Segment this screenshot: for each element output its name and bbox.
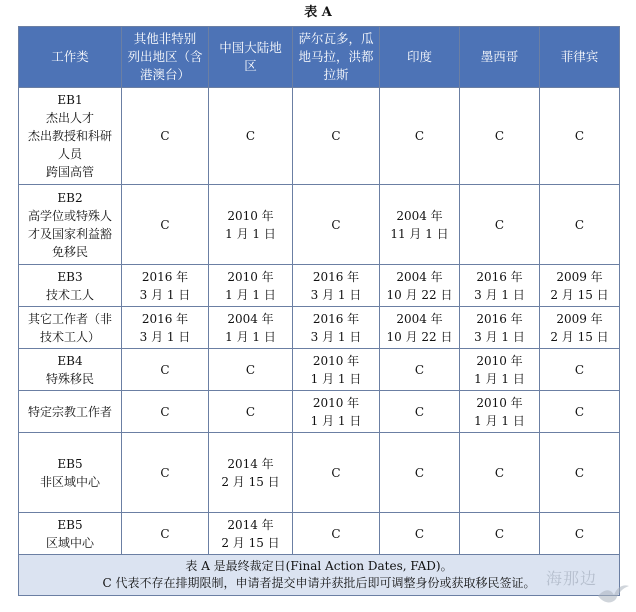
date-cell [122,433,209,513]
date-cell-line: 2016 年 [476,311,523,326]
category-line: 其它工作者（非 [27,311,112,326]
column-header-category [19,27,122,88]
date-cell [540,349,620,391]
table-row [19,185,620,265]
date-cell-line: 2009 年 [556,269,603,284]
column-header-line: 区 [244,58,257,73]
date-cell [460,185,540,265]
date-cell [460,307,540,349]
date-cell [293,185,380,265]
date-cell [540,513,620,555]
category-cell [19,349,122,391]
category-line: 跨国高管 [45,165,94,179]
date-cell-line: 1 月 1 日 [474,413,525,428]
date-cell-line: 1 月 1 日 [225,287,276,302]
date-cell-line: C [245,362,256,377]
date-cell-line: 2 月 15 日 [550,287,609,302]
category-line: 人员 [57,147,82,161]
date-cell-line: 3 月 1 日 [310,329,362,344]
category-line: 技术工人） [39,329,100,344]
category-line: EB4 [57,353,83,368]
column-header-line: 中国大陆地 [219,40,282,55]
category-line: 非区域中心 [39,474,100,489]
date-cell-line: C [331,217,341,232]
watermark-text: 海那边 [545,569,597,588]
date-cell-line: C [414,404,425,419]
column-header-line: 地马拉，洪都 [298,49,374,64]
category-line: 特定宗教工作者 [27,404,112,419]
date-cell-line: C [414,465,425,480]
date-cell [209,349,293,391]
date-cell-line: 2010 年 [312,353,360,368]
date-cell [122,391,209,433]
date-cell-line: C [414,362,425,377]
date-cell [380,265,460,307]
date-cell-line: C [160,404,170,419]
date-cell [209,185,293,265]
column-header-line: 墨西哥 [480,49,519,64]
category-line: 杰出人才 [45,111,94,125]
date-cell-line: C [574,404,585,419]
category-line: EB1 [57,93,83,107]
date-cell [209,88,293,185]
table-row [19,391,620,433]
category-cell [19,433,122,513]
table-row [19,349,620,391]
date-cell [380,349,460,391]
date-cell [209,265,293,307]
date-cell [209,513,293,555]
category-line: 技术工人 [45,287,94,302]
category-line: EB3 [57,269,83,284]
date-cell-line: 3 月 1 日 [310,287,362,302]
table-caption: 表 A [304,5,332,20]
date-cell-line: 3 月 1 日 [474,329,525,344]
date-cell-line: C [245,129,256,143]
date-cell-line: 2016 年 [141,311,189,326]
date-cell-line: 2 月 15 日 [221,474,280,489]
date-cell [460,433,540,513]
visa-bulletin-table [18,26,620,596]
date-cell-line: 2009 年 [556,311,603,326]
column-header-country [380,27,460,88]
column-header-country [122,27,209,88]
category-cell [19,185,122,265]
date-cell-line: 3 月 1 日 [139,287,191,302]
date-cell-line: 1 月 1 日 [310,371,362,386]
date-cell-line: 2004 年 [396,311,443,326]
date-cell [209,433,293,513]
date-cell [122,307,209,349]
column-header-line: 菲律宾 [560,49,599,64]
date-cell [122,513,209,555]
category-cell [19,88,122,185]
date-cell-line: 2016 年 [312,269,360,284]
date-cell-line: 2010 年 [227,208,274,223]
table-row [19,307,620,349]
table-row [19,433,620,513]
date-cell-line: 2 月 15 日 [550,329,609,344]
date-cell [293,513,380,555]
date-cell-line: C [160,217,170,232]
category-cell [19,265,122,307]
column-header-line: 其他非特别 [133,31,197,46]
date-cell [460,265,540,307]
date-cell-line: 1 月 1 日 [225,329,276,344]
seagull-logo-icon [596,578,630,608]
date-cell-line: 2004 年 [396,208,443,223]
date-cell-line: C [494,129,505,143]
date-cell [460,391,540,433]
table-row [19,265,620,307]
date-cell-line: C [331,129,341,143]
date-cell-line: 1 月 1 日 [310,413,362,428]
column-header-line: 列出地区（含 [127,49,203,64]
date-cell [122,185,209,265]
date-cell-line: C [494,217,505,232]
date-cell [540,185,620,265]
date-cell [460,513,540,555]
date-cell [293,88,380,185]
column-header-line: 印度 [406,49,432,64]
table-row [19,513,620,555]
category-line: 特殊移民 [45,371,94,386]
date-cell [122,265,209,307]
date-cell [122,349,209,391]
table-row [19,88,620,185]
date-cell [293,307,380,349]
category-line: 区域中心 [45,535,94,550]
notes-row [19,555,620,596]
date-cell-line: C [331,465,341,480]
note-line-current: C 代表不存在排期限制，申请者提交申请并获批后即可调整身份或获取移民签证。 [102,576,536,590]
date-cell [380,433,460,513]
date-cell-line: 2004 年 [227,311,274,326]
date-cell-line: 2014 年 [227,517,274,532]
date-cell-line: 3 月 1 日 [139,329,191,344]
date-cell-line: C [494,465,505,480]
date-cell-line: C [414,526,425,541]
column-header-line: 拉斯 [323,67,349,82]
category-cell [19,307,122,349]
table-body [19,88,620,555]
date-cell [293,433,380,513]
date-cell [380,513,460,555]
category-cell [19,513,122,555]
date-cell [293,265,380,307]
date-cell-line: 2004 年 [396,269,443,284]
date-cell-line: C [574,465,585,480]
date-cell [540,391,620,433]
date-cell-line: C [160,362,170,377]
date-cell-line: 10 月 22 日 [386,287,453,302]
table-header-row [19,27,620,88]
category-line: EB5 [57,456,83,471]
date-cell [209,307,293,349]
date-cell-line: 3 月 1 日 [474,287,525,302]
column-header-line: 萨尔瓦多，瓜 [298,31,374,46]
date-cell [460,349,540,391]
date-cell [293,391,380,433]
category-cell [19,391,122,433]
date-cell-line: C [414,129,425,143]
date-cell [380,391,460,433]
date-cell-line: 1 月 1 日 [225,226,276,241]
date-cell-line: C [574,129,585,143]
date-cell-line: C [494,526,505,541]
date-cell-line: 2016 年 [476,269,523,284]
date-cell-line: C [574,362,585,377]
date-cell-line: C [160,526,170,541]
category-line: 高学位或特殊人 [27,208,112,223]
date-cell-line: C [574,526,585,541]
date-cell [293,349,380,391]
date-cell-line: 11 月 1 日 [390,226,449,241]
category-line: EB2 [57,190,83,205]
date-cell [540,88,620,185]
column-header-line: 港澳台） [139,67,190,82]
date-cell-line: 2014 年 [227,456,274,471]
date-cell-line: 2 月 15 日 [221,535,280,550]
category-line: 免移民 [51,244,88,259]
column-header-country [460,27,540,88]
date-cell-line: C [574,217,585,232]
category-line: EB5 [57,517,83,532]
date-cell [540,265,620,307]
date-cell-line: 2010 年 [476,395,523,410]
date-cell [380,307,460,349]
date-cell [380,185,460,265]
date-cell [209,391,293,433]
date-cell [122,88,209,185]
note-line-fad: 表 A 是最终裁定日(Final Action Dates, FAD)。 [185,559,453,573]
date-cell [540,307,620,349]
date-cell-line: C [160,465,170,480]
date-cell-line: 10 月 22 日 [386,329,453,344]
notes-cell [19,555,620,596]
column-header-line: 工作类 [51,49,89,64]
date-cell-line: 2016 年 [141,269,189,284]
date-cell-line: C [160,129,170,143]
date-cell [460,88,540,185]
date-cell [380,88,460,185]
date-cell-line: 2016 年 [312,311,360,326]
date-cell-line: 2010 年 [312,395,360,410]
date-cell-line: 1 月 1 日 [474,371,525,386]
date-cell-line: 2010 年 [227,269,274,284]
column-header-country [540,27,620,88]
column-header-country [209,27,293,88]
date-cell-line: 2010 年 [476,353,523,368]
date-cell-line: C [331,526,341,541]
category-line: 杰出教授和科研 [27,129,112,143]
column-header-country [293,27,380,88]
category-line: 才及国家利益豁 [27,226,112,241]
date-cell-line: C [245,404,256,419]
date-cell [540,433,620,513]
